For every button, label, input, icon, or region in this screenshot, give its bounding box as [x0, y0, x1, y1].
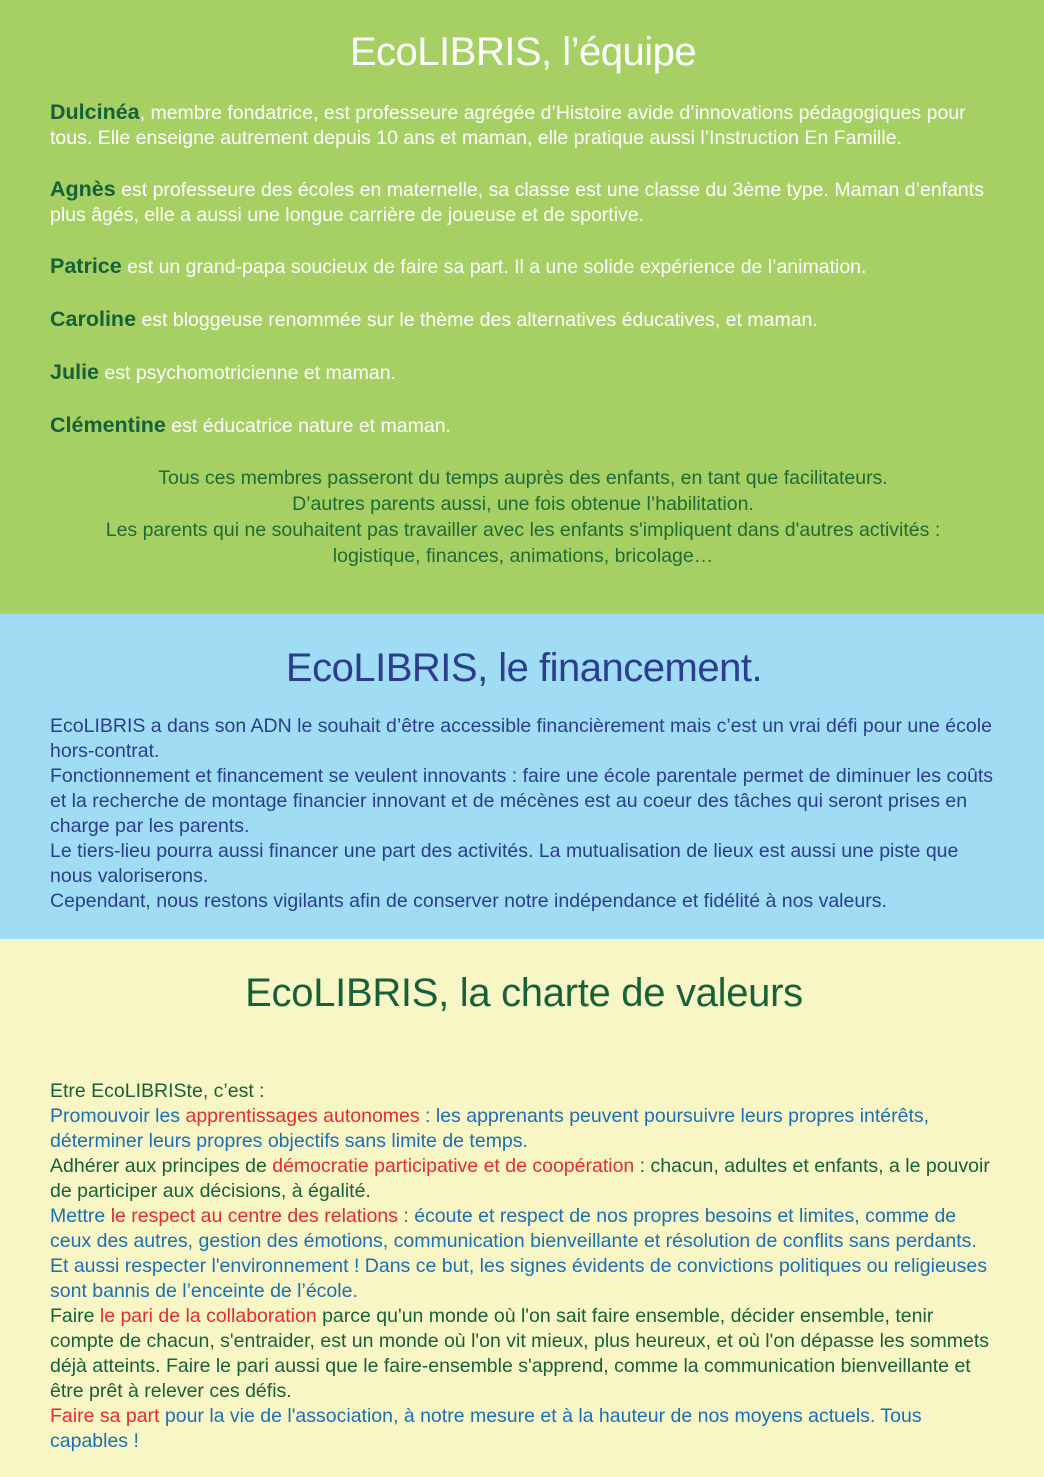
- facilitateurs-line: logistique, finances, animations, bricolage…: [332, 545, 714, 567]
- charte-item-rest: : écoute et respect de nos propres besoins et limites, comme de ceux des autres, gestion des émotions, communication bienveillante et résolution de conflits sans perdants. Et aussi respecter l'environnement ! Dans ce but, les signes évidents de convictions politiques ou religieuses sont bannis de l’enceinte de l’école.: [50, 1205, 987, 1302]
- charte-intro: Etre EcoLIBRISte, c’est :: [50, 1080, 265, 1102]
- charte-item-highlight: le pari de la collaboration: [99, 1305, 317, 1327]
- charte-item-rest: : les apprenants peuvent poursuivre leurs propres intérêts, déterminer leurs propres objectifs sans limite de temps.: [50, 1105, 930, 1152]
- financement-paragraph: Cependant, nous restons vigilants afin de conserver notre indépendance et fidélité à nos valeurs.: [50, 890, 887, 912]
- member-name: Agnès: [50, 177, 116, 201]
- section-financement: [0, 614, 1044, 939]
- facilitateurs-line: D’autres parents aussi, une fois obtenue l’habilitation.: [292, 493, 754, 515]
- member-description: est psychomotricienne et maman.: [99, 362, 396, 384]
- member-description: , membre fondatrice, est professeure agrégée d’Histoire avide d’innovations pédagogiques pour tous. Elle enseigne autrement depuis 10 ans et maman, elle pratique aussi l’Instruction En Famille.: [50, 102, 966, 149]
- section-equipe: [0, 0, 1044, 614]
- charte-item-rest: pour la vie de l'association, à notre mesure et à la hauteur de nos moyens actuels. Tous capables !: [50, 1405, 922, 1452]
- charte-title: EcoLIBRIS, la charte de valeurs: [245, 971, 803, 1015]
- charte-item-rest: : chacun, adultes et enfants, a le pouvoir de participer aux décisions, à égalité.: [50, 1155, 990, 1202]
- member-description: est un grand-papa soucieux de faire sa part. Il a une solide expérience de l’animation.: [121, 256, 867, 278]
- member-dulcinea: [50, 100, 996, 151]
- charte-item-democratie: [50, 1154, 998, 1204]
- facilitateurs-note: [50, 465, 996, 569]
- charte-item-lead: Mettre: [50, 1205, 111, 1227]
- facilitateurs-line: Les parents qui ne souhaitent pas travailler avec les enfants s'impliquent dans d'autres activités :: [105, 519, 941, 541]
- member-caroline: [50, 307, 996, 333]
- section-charte: [0, 939, 1044, 1477]
- charte-item-highlight: apprentissages autonomes: [185, 1105, 420, 1127]
- charte-item-lead: Promouvoir les: [50, 1105, 186, 1127]
- member-patrice: [50, 254, 996, 280]
- equipe-title: EcoLIBRIS, l’équipe: [349, 30, 697, 74]
- member-name: Julie: [50, 360, 99, 384]
- member-description: est professeure des écoles en maternelle, sa classe est une classe du 3ème type. Maman d’enfants plus âgés, elle a aussi une longue carrière de joueuse et de sportive.: [50, 179, 984, 226]
- member-description: est éducatrice nature et maman.: [165, 415, 451, 437]
- charte-item-faire-sa-part: [50, 1404, 998, 1454]
- member-agnes: [50, 177, 996, 228]
- charte-item-highlight: Faire sa part: [50, 1405, 160, 1427]
- charte-item-highlight: le respect au centre des relations: [110, 1205, 398, 1227]
- financement-paragraph: EcoLIBRIS a dans son ADN le souhait d’être accessible financièrement mais c’est un vrai défi pour une école hors-contrat.: [50, 715, 992, 762]
- member-name: Dulcinéa: [50, 100, 140, 124]
- charte-item-apprentissages: [50, 1104, 998, 1154]
- member-name: Patrice: [50, 254, 122, 278]
- financement-paragraph: Le tiers-lieu pourra aussi financer une part des activités. La mutualisation de lieux est aussi une piste que nous valoriserons.: [50, 840, 959, 887]
- member-name: Clémentine: [50, 413, 166, 437]
- charte-item-lead: Faire: [50, 1305, 100, 1327]
- member-name: Caroline: [50, 307, 137, 331]
- member-julie: [50, 360, 996, 386]
- charte-item-collaboration: [50, 1304, 998, 1404]
- financement-paragraph: Fonctionnement et financement se veulent innovants : faire une école parentale permet de diminuer les coûts et la recherche de montage financier innovant et de mécènes est au coeur des tâches qui seront prises en charge par les parents.: [50, 765, 994, 837]
- financement-title: EcoLIBRIS, le financement.: [285, 646, 763, 690]
- charte-item-rest: parce qu'un monde où l'on sait faire ensemble, décider ensemble, tenir compte de chacun, s'entraider, est un monde où l'on vit mieux, plus heureux, et où l'on dépasse les sommets déjà atteints. Faire le pari aussi que le faire-ensemble s'apprend, comme la communication bienveillante et être prêt à relever ces défis.: [50, 1305, 990, 1402]
- member-description: est bloggeuse renommée sur le thème des alternatives éducatives, et maman.: [136, 309, 818, 331]
- charte-item-lead: Adhérer aux principes de: [50, 1155, 273, 1177]
- member-clementine: [50, 413, 996, 439]
- charte-item-respect: [50, 1204, 998, 1304]
- facilitateurs-line: Tous ces membres passeront du temps auprès des enfants, en tant que facilitateurs.: [158, 467, 888, 489]
- charte-item-highlight: démocratie participative et de coopération: [272, 1155, 635, 1177]
